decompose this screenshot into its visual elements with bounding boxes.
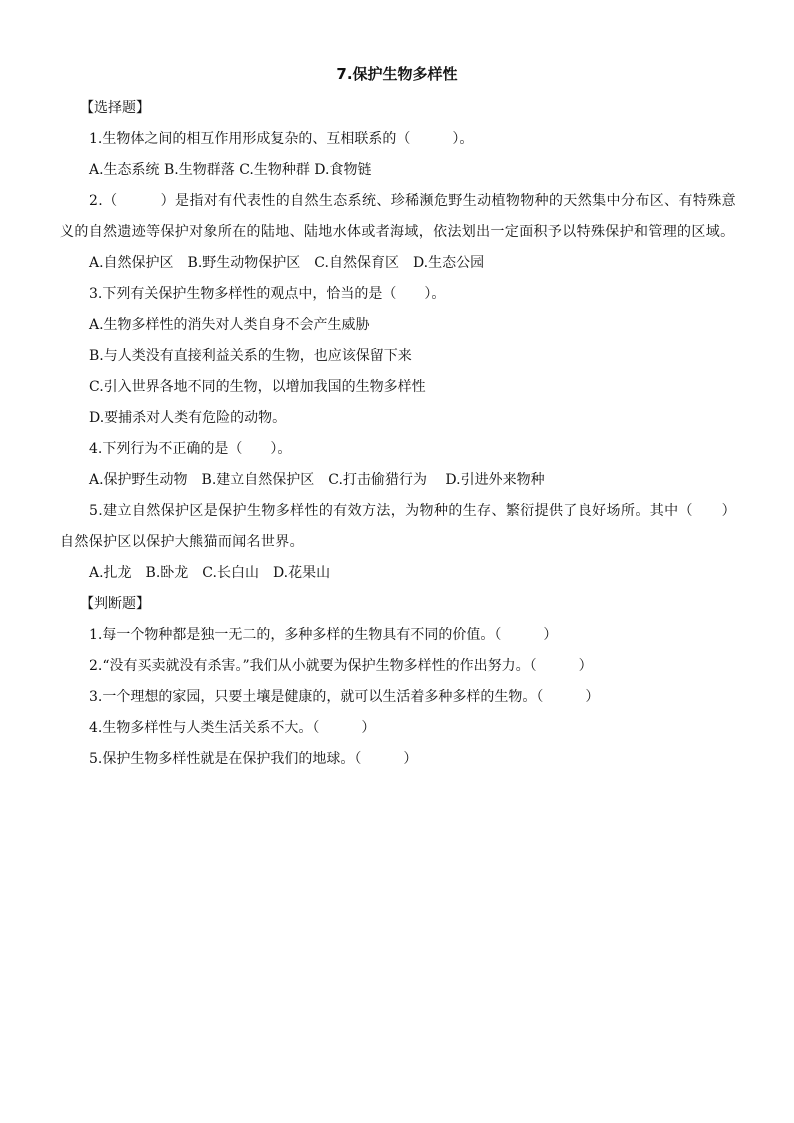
choice-question-3-option-c: C.引入世界各地不同的生物，以增加我国的生物多样性 (89, 379, 426, 395)
choice-question-1: 1.生物体之间的相互作用形成复杂的、互相联系的（ ）。 (89, 131, 474, 147)
choice-question-2-options: A.自然保护区 B.野生动物保护区 C.自然保育区 D.生态公园 (89, 255, 485, 271)
choice-question-3-option-d: D.要捕杀对人类有危险的动物。 (89, 410, 287, 426)
choice-question-2: 2.（ ）是指对有代表性的自然生态系统、珍稀濒危野生动植物物种的天然集中分布区、有特殊意义的自然遗迹等保护对象所在的陆地、陆地水体或者海域，依法划出一定面积予以特殊保护和管理的区域。 (60, 193, 736, 240)
choice-question-4-options: A.保护野生动物 B.建立自然保护区 C.打击偷猎行为 D.引进外来物种 (89, 472, 545, 488)
judge-question-4: 4.生物多样性与人类生活关系不大。（ ） (89, 720, 376, 736)
judge-question-1: 1.每一个物种都是独一无二的，多种多样的生物具有不同的价值。（ ） (89, 627, 558, 643)
judge-question-2: 2.“没有买卖就没有杀害。”我们从小就要为保护生物多样性的作出努力。（ ） (89, 658, 593, 674)
judge-question-3: 3.一个理想的家园，只要土壤是健康的，就可以生活着多种多样的生物。（ ） (89, 689, 600, 705)
choice-question-3-option-b: B.与人类没有直接利益关系的生物，也应该保留下来 (89, 348, 412, 364)
page-title: 7.保护生物多样性 (336, 65, 458, 83)
choice-question-5-options: A.扎龙 B.卧龙 C.长白山 D.花果山 (89, 565, 331, 581)
choice-question-3-option-a: A.生物多样性的消失对人类自身不会产生威胁 (89, 317, 370, 333)
choice-question-1-options: A.生态系统 B.生物群落 C.生物种群 D.食物链 (89, 162, 372, 178)
judge-section-heading: 【判断题】 (80, 596, 150, 612)
choice-question-4: 4.下列行为不正确的是（ ）。 (89, 441, 292, 457)
choice-section-heading: 【选择题】 (80, 100, 150, 116)
judge-question-5: 5.保护生物多样性就是在保护我们的地球。（ ） (89, 751, 418, 767)
choice-question-3: 3.下列有关保护生物多样性的观点中，恰当的是（ ）。 (89, 286, 446, 302)
choice-question-5: 5.建立自然保护区是保护生物多样性的有效方法，为物种的生存、繁衍提供了良好场所。其中（ ）自然保护区以保护大熊猫而闻名世界。 (60, 503, 736, 550)
worksheet-content (60, 93, 736, 775)
